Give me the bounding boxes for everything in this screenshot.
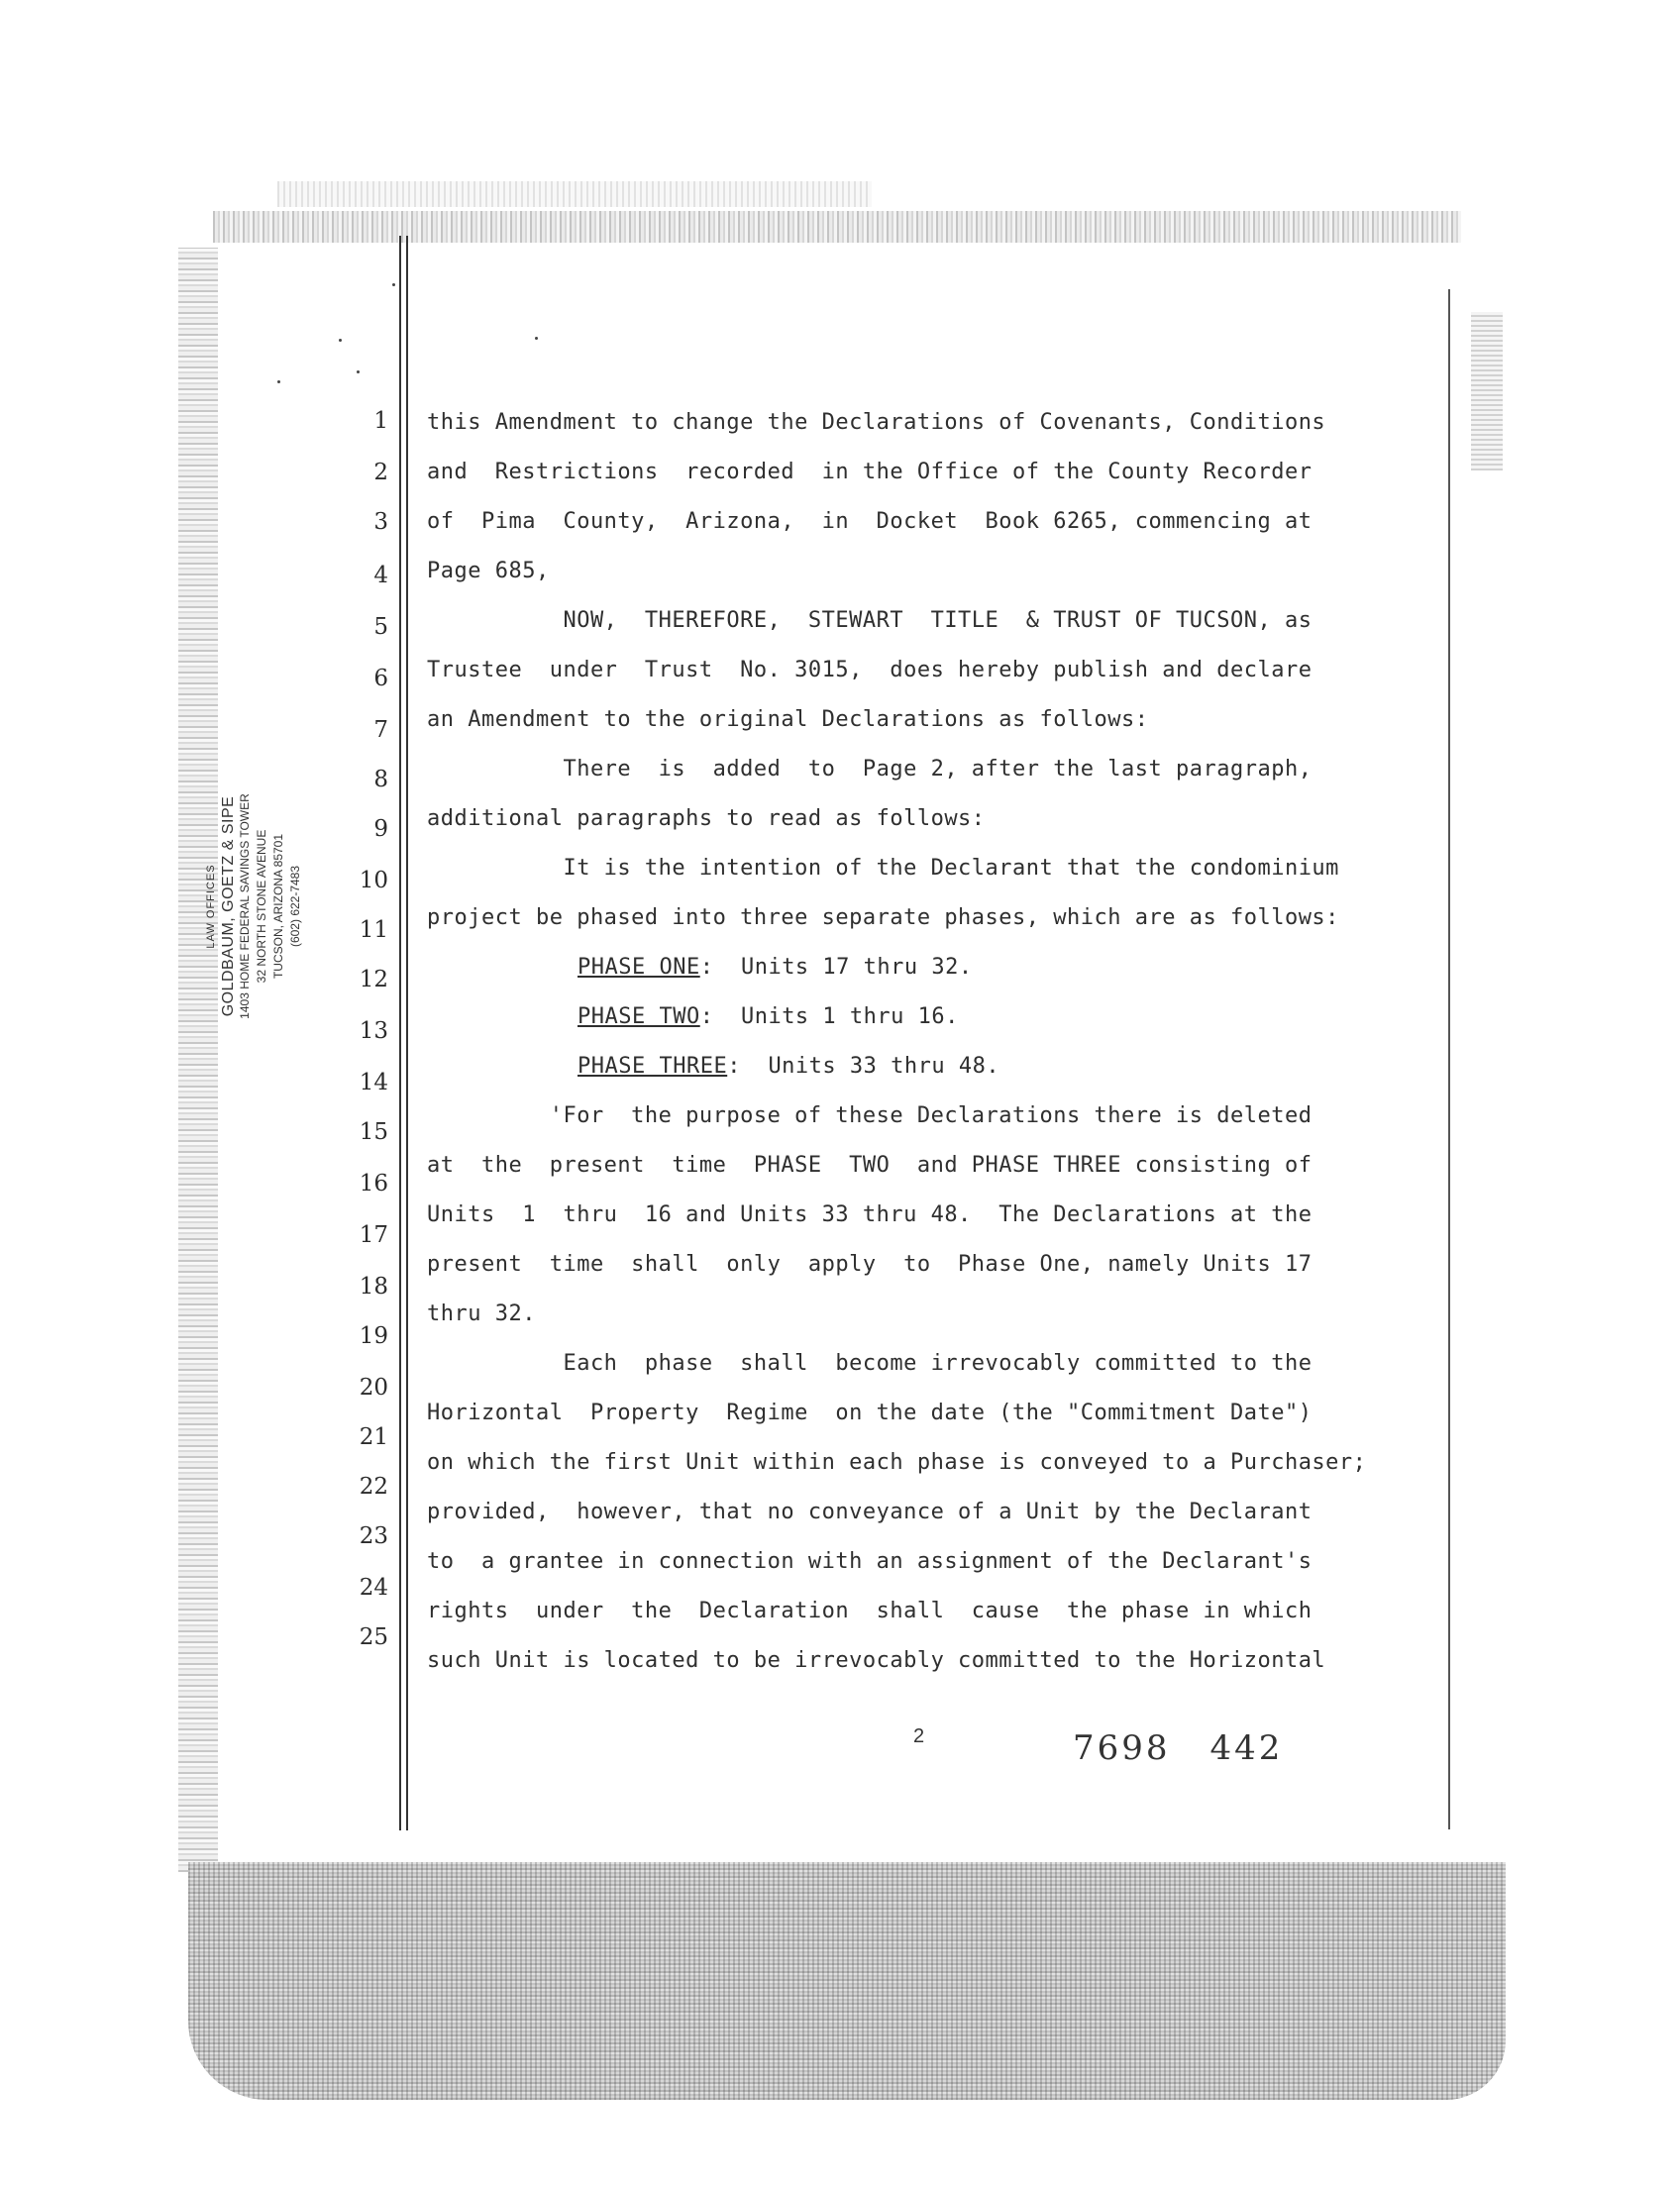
body-line: on which the first Unit within each phase is conveyed to a Purchaser; xyxy=(427,1450,1367,1475)
line-number: 20 xyxy=(359,1375,388,1401)
line-number: 24 xyxy=(359,1575,388,1601)
line-number: 6 xyxy=(373,666,388,691)
phase-two-label: PHASE TWO xyxy=(578,1004,700,1029)
letterhead-line: 32 NORTH STONE AVENUE xyxy=(255,829,268,984)
scan-noise-bottom xyxy=(188,1862,1506,2100)
phase-one-line xyxy=(578,955,973,980)
docket-number: 7698 xyxy=(1073,1728,1171,1768)
body-line: Trustee under Trust No. 3015, does hereby publish and declare xyxy=(427,658,1312,682)
phase-three-line xyxy=(578,1054,999,1079)
line-number: 21 xyxy=(359,1424,388,1450)
body-line: at the present time PHASE TWO and PHASE THREE consisting of xyxy=(427,1153,1312,1178)
line-number: 1 xyxy=(373,408,388,434)
phase-two-units: : Units 1 thru 16. xyxy=(699,1004,959,1029)
law-office-letterhead xyxy=(203,758,322,1055)
body-line: of Pima County, Arizona, in Docket Book 6265, commencing at xyxy=(427,509,1312,534)
line-number: 16 xyxy=(359,1171,388,1197)
line-number: 19 xyxy=(359,1323,388,1349)
line-number: 8 xyxy=(373,767,388,792)
line-number: 3 xyxy=(373,509,388,535)
scan-noise-left xyxy=(178,248,218,1872)
margin-rule-left-inner xyxy=(406,236,408,1830)
body-line: NOW, THEREFORE, STEWART TITLE & TRUST OF TUCSON, as xyxy=(427,608,1312,633)
scan-noise-top-faint xyxy=(277,181,872,207)
line-number: 4 xyxy=(373,563,388,588)
body-line: Each phase shall become irrevocably committed to the xyxy=(427,1351,1312,1376)
line-number: 10 xyxy=(359,868,388,893)
line-number: 18 xyxy=(359,1274,388,1300)
line-number: 7 xyxy=(373,717,388,743)
body-line: thru 32. xyxy=(427,1302,536,1326)
line-number: 25 xyxy=(359,1624,388,1650)
speck xyxy=(339,339,342,342)
letterhead-line: LAW OFFICES xyxy=(205,864,217,949)
speck xyxy=(277,380,280,383)
body-line: this Amendment to change the Declarations of Covenants, Conditions xyxy=(427,410,1326,435)
line-number: 15 xyxy=(359,1119,388,1145)
scan-noise-right xyxy=(1471,312,1503,470)
body-line: Units 1 thru 16 and Units 33 thru 48. The Declarations at the xyxy=(427,1202,1312,1227)
body-line: to a grantee in connection with an assignment of the Declarant's xyxy=(427,1549,1312,1574)
line-number: 2 xyxy=(373,460,388,485)
body-line: There is added to Page 2, after the last paragraph, xyxy=(427,757,1312,781)
line-number: 14 xyxy=(359,1070,388,1095)
phase-one-label: PHASE ONE xyxy=(578,955,700,980)
margin-rule-right xyxy=(1448,289,1450,1829)
body-line: Horizontal Property Regime on the date (the "Commitment Date") xyxy=(427,1401,1312,1425)
body-line: additional paragraphs to read as follows: xyxy=(427,806,986,831)
body-line: and Restrictions recorded in the Office of the County Recorder xyxy=(427,460,1312,484)
line-number: 9 xyxy=(373,816,388,842)
phase-three-label: PHASE THREE xyxy=(578,1054,728,1079)
line-number: 12 xyxy=(359,967,388,992)
line-number: 17 xyxy=(359,1222,388,1248)
letterhead-phone: (602) 622-7483 xyxy=(288,865,302,948)
page-number: 2 xyxy=(913,1725,925,1747)
line-number: 5 xyxy=(373,614,388,640)
body-line: project be phased into three separate phases, which are as follows: xyxy=(427,905,1339,930)
speck xyxy=(392,283,395,286)
line-number: 22 xyxy=(359,1474,388,1500)
body-line: such Unit is located to be irrevocably committed to the Horizontal xyxy=(427,1648,1326,1673)
phase-two-line xyxy=(578,1004,959,1029)
recording-stamp xyxy=(1073,1728,1283,1768)
body-line: Page 685, xyxy=(427,559,550,583)
body-line: 'For the purpose of these Declarations there is deleted xyxy=(427,1103,1312,1128)
speck xyxy=(357,370,360,373)
phase-one-units: : Units 17 thru 32. xyxy=(699,955,973,980)
body-line: present time shall only apply to Phase One, namely Units 17 xyxy=(427,1252,1312,1277)
line-number: 13 xyxy=(359,1018,388,1044)
body-line: It is the intention of the Declarant that the condominium xyxy=(427,856,1339,881)
margin-rule-left xyxy=(399,236,401,1830)
speck xyxy=(535,337,538,340)
body-line: provided, however, that no conveyance of a Unit by the Declarant xyxy=(427,1500,1312,1524)
line-number: 11 xyxy=(359,917,388,943)
body-line: rights under the Declaration shall cause the phase in which xyxy=(427,1599,1312,1623)
docket-page: 442 xyxy=(1209,1728,1284,1768)
letterhead-line: 1403 HOME FEDERAL SAVINGS TOWER xyxy=(238,793,252,1019)
letterhead-line: TUCSON, ARIZONA 85701 xyxy=(271,833,285,980)
firm-name: GOLDBAUM, GOETZ & SIPE xyxy=(220,795,237,1017)
phase-three-units: : Units 33 thru 48. xyxy=(727,1054,1000,1079)
line-number: 23 xyxy=(359,1523,388,1549)
body-line: an Amendment to the original Declarations as follows: xyxy=(427,707,1149,732)
